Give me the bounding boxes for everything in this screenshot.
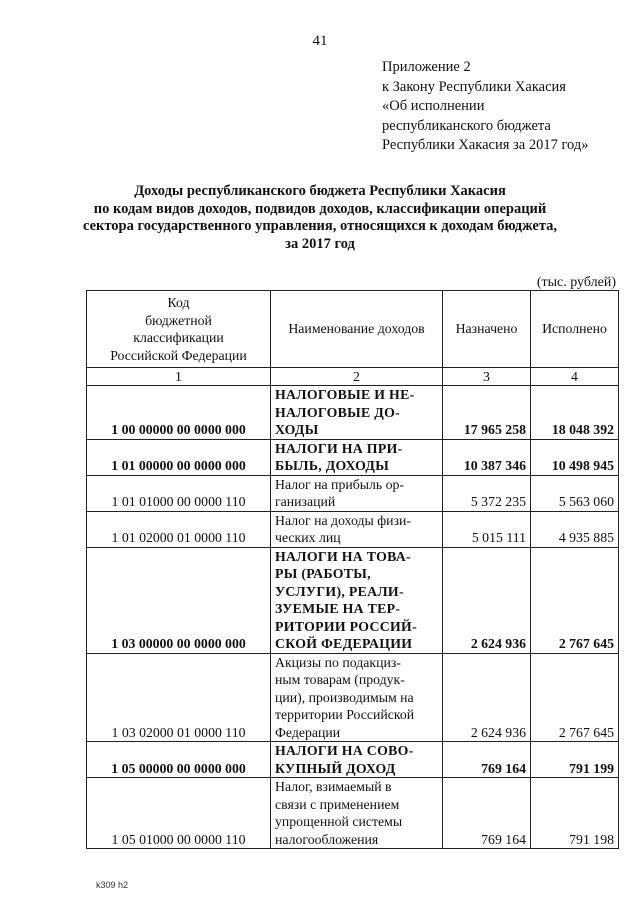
income-name [271,475,443,511]
budget-code: 1 01 00000 00 0000 000 [87,439,271,475]
header-code-line: бюджетной [145,312,212,328]
income-name [271,778,443,849]
planned-amount: 769 164 [443,778,531,849]
income-name-line: НАЛОГИ НА СОВО- [275,743,414,758]
revenue-table [86,290,619,849]
income-name-line: ческих лиц [275,530,341,545]
appendix-line: к Закону Республики Хакасия [382,78,566,95]
budget-code: 1 05 01000 00 0000 110 [87,778,271,849]
income-name-line: налогообложения [275,831,379,847]
income-name [271,653,443,742]
income-name [271,439,443,475]
income-name-line: НАЛОГОВЫЕ ДО- [275,404,400,420]
executed-amount: 4 935 885 [531,511,619,547]
executed-amount: 2 767 645 [531,547,619,653]
executed-amount: 10 498 945 [531,439,619,475]
appendix-line: республиканского бюджета [382,117,551,134]
appendix-line: «Об исполнении [382,98,485,114]
income-name-line: СКОЙ ФЕДЕРАЦИИ [275,636,413,651]
appendix-line: Республики Хакасия за 2017 год» [382,137,589,153]
executed-amount: 2 767 645 [531,653,619,742]
income-name [271,511,443,547]
income-name-line: ганизаций [275,494,336,509]
table-row [87,439,619,475]
budget-code: 1 03 00000 00 0000 000 [87,547,271,653]
column-number: 3 [443,368,531,386]
income-name [271,547,443,653]
income-name-line: ным товарам (продук- [275,672,405,687]
income-name-line: упрощенной системы [275,814,403,829]
column-number: 2 [271,368,443,386]
table-row [87,653,619,742]
planned-amount: 17 965 258 [443,386,531,440]
column-number: 4 [531,368,619,386]
income-name-line: Федерации [275,724,341,740]
header-code [87,291,271,368]
income-name-line: ции), производимым на [275,689,414,705]
income-name-line: Акцизы по подакциз- [275,654,401,670]
income-name-line: Налог на доходы физи- [275,512,411,528]
title-line: за 2017 год [285,235,355,252]
appendix-note [382,58,588,156]
footer-mark: k309 h2 [96,880,129,890]
income-name-line: ЗУЕМЫЕ НА ТЕР- [275,601,401,616]
income-name-line: связи с применением [275,796,400,812]
header-executed: Исполнено [531,291,619,368]
header-planned: Назначено [443,291,531,368]
executed-amount: 791 198 [531,778,619,849]
income-name-line: РИТОРИИ РОССИЙ- [275,618,417,634]
income-name [271,742,443,778]
table-row [87,742,619,778]
table-row [87,386,619,440]
income-name-line: ХОДЫ [275,422,319,437]
income-name-line: Налог, взимаемый в [275,779,392,794]
income-name-line: НАЛОГИ НА ПРИ- [275,440,403,456]
document-title [80,183,560,253]
planned-amount: 5 015 111 [443,511,531,547]
title-line: Доходы республиканского бюджета Республики Хакасия [134,183,506,199]
table-header-row [87,291,619,368]
income-name-line: КУПНЫЙ ДОХОД [275,760,396,776]
appendix-line: Приложение 2 [382,59,471,75]
column-number: 1 [87,368,271,386]
table-row [87,475,619,511]
income-name-line: НАЛОГОВЫЕ И НЕ- [275,387,415,402]
header-code-line: Российской Федерации [110,347,247,363]
income-name-line: РЫ (РАБОТЫ, [275,566,371,581]
planned-amount: 10 387 346 [443,439,531,475]
planned-amount: 2 624 936 [443,653,531,742]
income-name-line: Налог на прибыль ор- [275,476,405,492]
income-name-line: территории Российской [275,707,415,722]
table-row [87,547,619,653]
executed-amount: 5 563 060 [531,475,619,511]
income-name-line: БЫЛЬ, ДОХОДЫ [275,458,390,473]
title-line: по кодам видов доходов, подвидов доходов, классификации операций [93,200,547,217]
income-name-line: НАЛОГИ НА ТОВА- [275,548,411,564]
executed-amount: 791 199 [531,742,619,778]
table-row [87,778,619,849]
header-code-line: классификации [133,330,224,345]
planned-amount: 5 372 235 [443,475,531,511]
column-numbers-row [87,368,619,386]
page-number: 41 [312,33,328,49]
executed-amount: 18 048 392 [531,386,619,440]
budget-code: 1 01 02000 01 0000 110 [87,511,271,547]
table-row [87,511,619,547]
budget-code: 1 03 02000 01 0000 110 [87,653,271,742]
planned-amount: 769 164 [443,742,531,778]
units-label: (тыс. рублей) [536,275,616,290]
planned-amount: 2 624 936 [443,547,531,653]
budget-code: 1 00 00000 00 0000 000 [87,386,271,440]
income-name-line: УСЛУГИ), РЕАЛИ- [275,583,404,599]
title-line: сектора государственного управления, относящихся к доходам бюджета, [82,218,558,234]
budget-code: 1 05 00000 00 0000 000 [87,742,271,778]
budget-code: 1 01 01000 00 0000 110 [87,475,271,511]
income-name [271,386,443,440]
header-name: Наименование доходов [271,291,443,368]
header-code-line: Код [167,295,190,310]
